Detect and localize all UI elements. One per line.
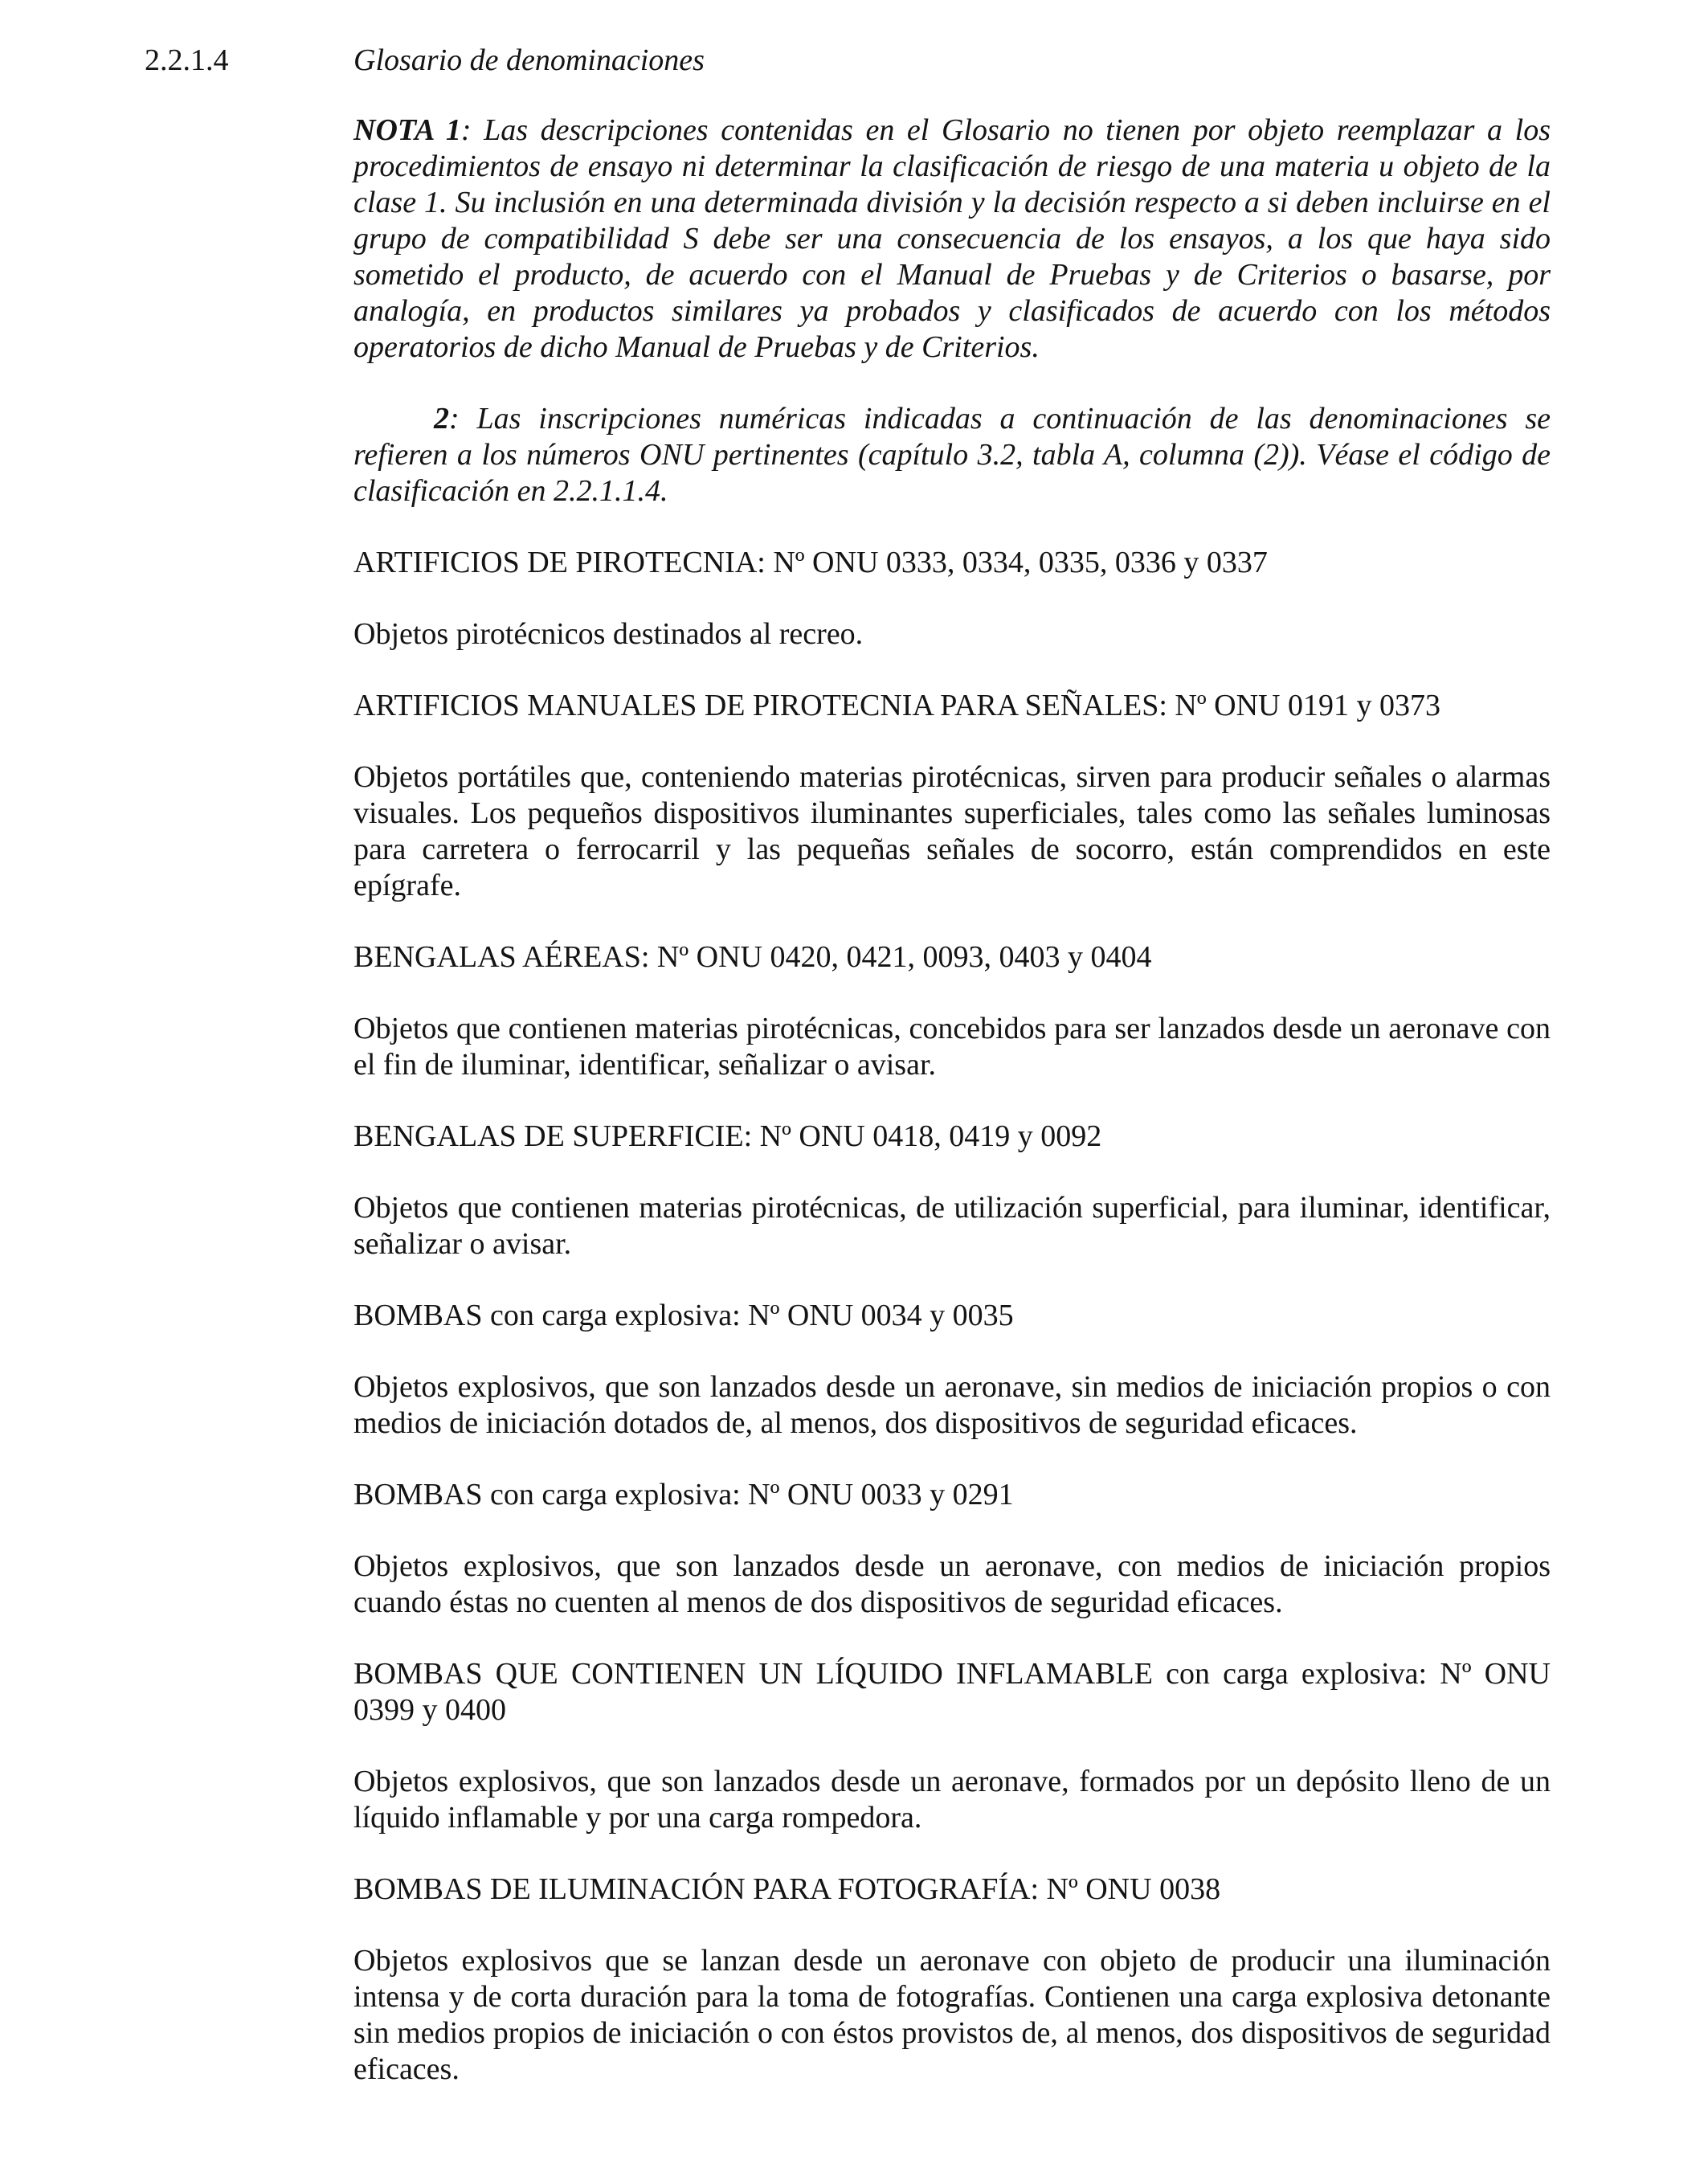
entry-title: ARTIFICIOS DE PIROTECNIA: Nº ONU 0333, 0334, 0335, 0336 y 0337 <box>353 546 1268 579</box>
entry-title: BENGALAS AÉREAS: Nº ONU 0420, 0421, 0093, 0403 y 0404 <box>353 940 1152 974</box>
entry-title: BENGALAS DE SUPERFICIE: Nº ONU 0418, 0419 y 0092 <box>353 1119 1102 1153</box>
section-number: 2.2.1.4 <box>145 43 229 77</box>
note-2-label: 2 <box>434 402 449 436</box>
entry-title: ARTIFICIOS MANUALES DE PIROTECNIA PARA SEÑALES: Nº ONU 0191 y 0373 <box>353 689 1440 722</box>
entry-description: Objetos explosivos, que son lanzados desde un aeronave, con medios de iniciación propios cuando éstas no cuenten al menos de dos dispositivos de seguridad eficaces. <box>353 1549 1551 1619</box>
note-2-text: : Las inscripciones numéricas indicadas a continuación de las denominaciones se refieren a los números ONU pertinentes (capítulo 3.2, tabla A, columna (2)). Véase el código de clasificación en 2.2.1.1.4. <box>353 402 1551 508</box>
entry-description: Objetos explosivos, que son lanzados desde un aeronave, formados por un depósito lleno de un líquido inflamable y por una carga rompedora. <box>353 1765 1551 1835</box>
note-2 <box>353 401 1551 509</box>
entry-description: Objetos explosivos, que son lanzados desde un aeronave, sin medios de iniciación propios o con medios de iniciación dotados de, al menos, dos dispositivos de seguridad eficaces. <box>353 1370 1551 1440</box>
entry-description: Objetos pirotécnicos destinados al recreo. <box>353 617 864 651</box>
note-1-text: : Las descripciones contenidas en el Glosario no tienen por objeto reemplazar a los procedimientos de ensayo ni determinar la clasificación de riesgo de una materia u objeto de la clase 1. Su inclusión en una determinada división y la decisión respecto a si deben incluirse en el grupo de compatibilidad S debe ser una consecuencia de los ensayos, a los que haya sido sometido el producto, de acuerdo con el Manual de Pruebas y de Criterios o basarse, por analogía, en productos similares ya probados y clasificados de acuerdo con los métodos operatorios de dicho Manual de Pruebas y de Criterios. <box>353 113 1551 364</box>
entry-title: BOMBAS QUE CONTIENEN UN LÍQUIDO INFLAMABLE con carga explosiva: Nº ONU 0399 y 0400 <box>353 1657 1551 1727</box>
body-text <box>353 112 1551 2088</box>
entry-title: BOMBAS con carga explosiva: Nº ONU 0033 y 0291 <box>353 1478 1014 1512</box>
entry-description: Objetos que contienen materias pirotécnicas, concebidos para ser lanzados desde un aeronave con el fin de iluminar, identificar, señalizar o avisar. <box>353 1012 1551 1082</box>
entry-title: BOMBAS DE ILUMINACIÓN PARA FOTOGRAFÍA: Nº ONU 0038 <box>353 1872 1221 1906</box>
entry-title: BOMBAS con carga explosiva: Nº ONU 0034 y 0035 <box>353 1299 1014 1332</box>
entry-description: Objetos portátiles que, conteniendo materias pirotécnicas, sirven para producir señales o alarmas visuales. Los pequeños dispositivos iluminantes superficiales, tales como las señales luminosas para carretera o ferrocarril y las pequeñas señales de socorro, están comprendidos en este epígrafe. <box>353 760 1551 902</box>
note-1-label: NOTA 1 <box>353 113 461 147</box>
entry-description: Objetos explosivos que se lanzan desde un aeronave con objeto de producir una iluminación intensa y de corta duración para la toma de fotografías. Contienen una carga explosiva detonante sin medios propios de iniciación o con éstos provistos de, al menos, dos dispositivos de seguridad eficaces. <box>353 1944 1551 2086</box>
section-title: Glosario de denominaciones <box>353 43 705 77</box>
entry-description: Objetos que contienen materias pirotécnicas, de utilización superficial, para iluminar, identificar, señalizar o avisar. <box>353 1191 1551 1261</box>
note-1 <box>353 112 1551 366</box>
